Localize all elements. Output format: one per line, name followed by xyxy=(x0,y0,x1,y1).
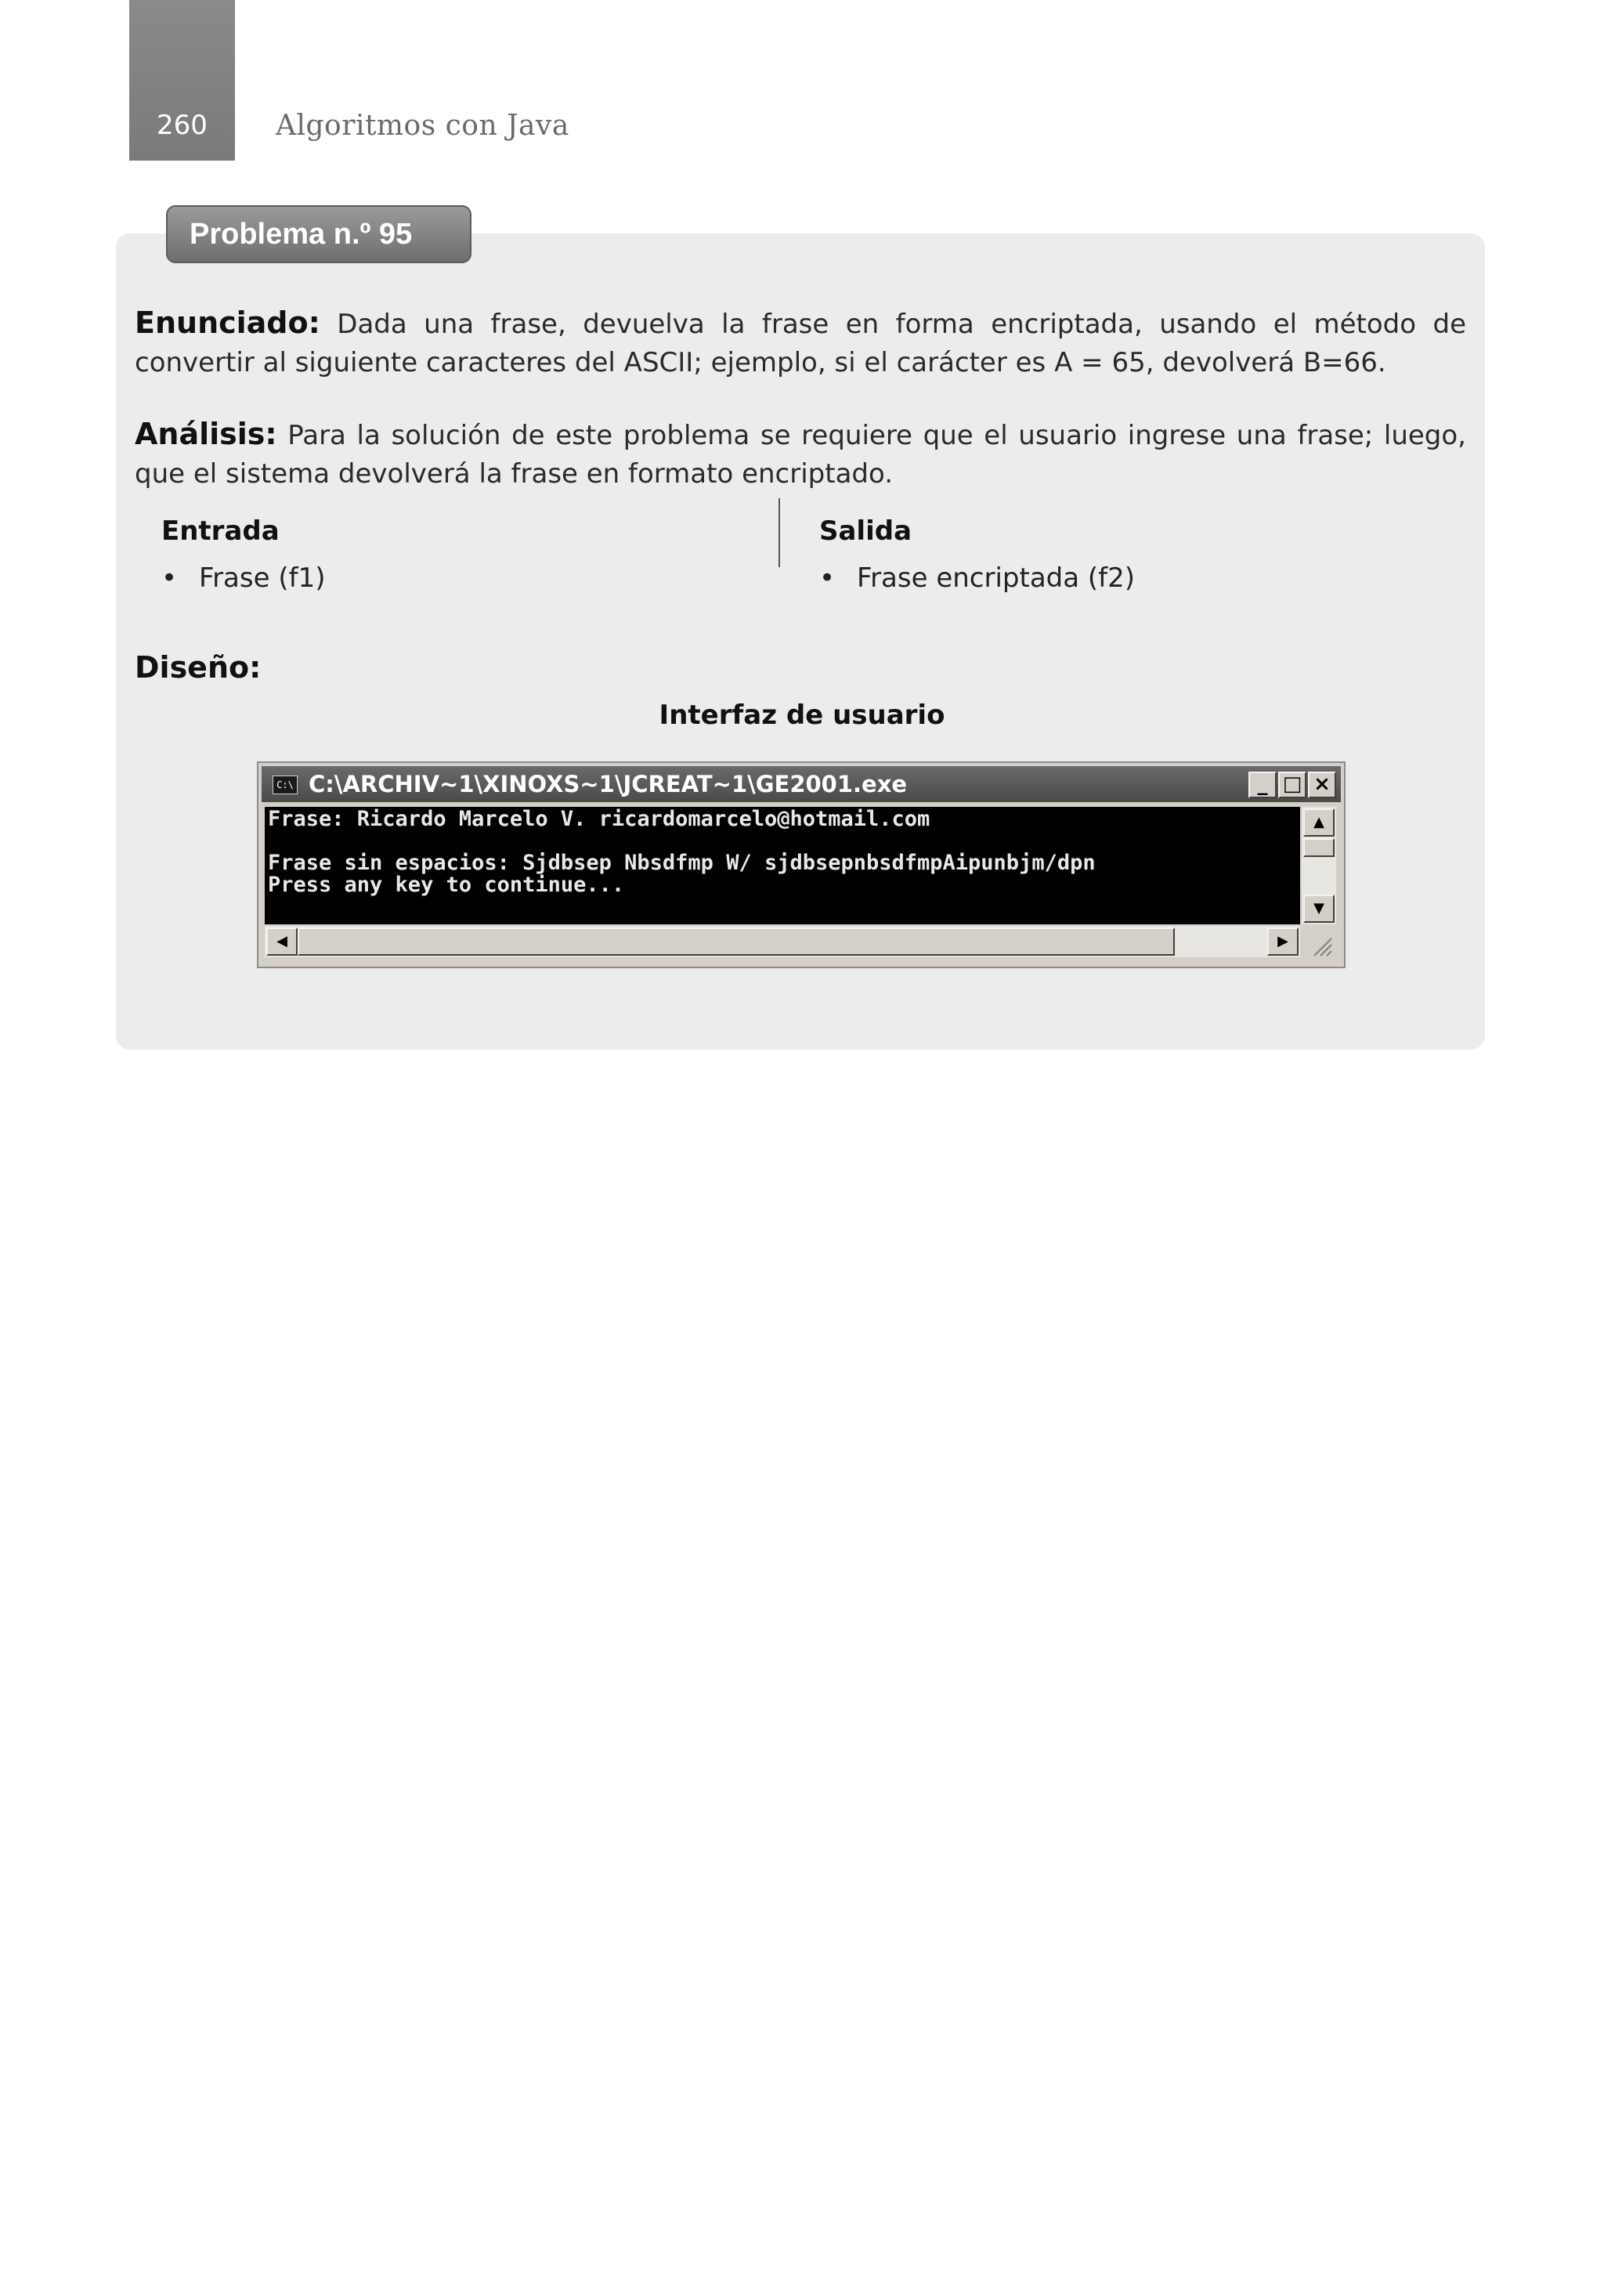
maximize-button[interactable]: □ xyxy=(1278,772,1306,798)
analysis-paragraph xyxy=(135,415,1466,494)
console-line: Frase sin espacios: Sjdbsep Nbsdfmp W/ sjdbsepnbsdfmpAipunbjm/dpn xyxy=(268,851,1096,875)
console-line: Press any key to continue... xyxy=(268,873,625,897)
output-heading: Salida xyxy=(819,515,912,547)
scroll-up-arrow-icon[interactable]: ▲ xyxy=(1303,808,1335,837)
statement-text: Dada una frase, devuelva la frase en forma encriptada, usando el método de convertir al siguiente caracteres del ASCII; ejemplo, si el carácter es A = 65, devolverá B=66. xyxy=(135,309,1467,378)
page-number: 260 xyxy=(157,110,208,141)
ui-caption: Interfaz de usuario xyxy=(659,700,945,731)
io-divider xyxy=(779,498,780,567)
statement-paragraph xyxy=(135,304,1466,382)
console-title: C:\ARCHIV~1\XINOXS~1\JCREAT~1\GE2001.exe xyxy=(309,771,908,797)
output-item-text: Frase encriptada (f2) xyxy=(857,562,1136,594)
input-item-text: Frase (f1) xyxy=(199,562,326,594)
console-output[interactable] xyxy=(265,807,1300,924)
problem-badge: Problema n.º 95 xyxy=(166,205,471,263)
horizontal-scroll-thumb[interactable] xyxy=(298,927,1175,956)
console-window xyxy=(257,761,1346,968)
design-heading: Diseño: xyxy=(135,650,262,685)
resize-grip-icon[interactable] xyxy=(1303,929,1335,957)
input-item xyxy=(161,562,325,594)
bullet-icon: • xyxy=(819,562,836,594)
close-button[interactable]: × xyxy=(1308,772,1336,798)
vertical-scroll-thumb[interactable] xyxy=(1303,838,1335,857)
scroll-down-arrow-icon[interactable]: ▼ xyxy=(1303,895,1335,923)
analysis-label: Análisis: xyxy=(135,417,277,451)
bullet-icon: • xyxy=(161,562,178,594)
horizontal-scrollbar[interactable] xyxy=(265,926,1300,957)
input-heading: Entrada xyxy=(161,515,280,547)
console-icon[interactable]: C:\ xyxy=(273,776,298,794)
output-item xyxy=(819,562,1135,594)
statement-label: Enunciado: xyxy=(135,306,320,340)
vertical-scrollbar[interactable] xyxy=(1302,807,1336,924)
console-line: Frase: Ricardo Marcelo V. ricardomarcelo@hotmail.com xyxy=(268,807,930,831)
scroll-right-arrow-icon[interactable]: ▶ xyxy=(1267,927,1299,956)
minimize-button[interactable]: _ xyxy=(1248,772,1277,798)
scroll-left-arrow-icon[interactable]: ◀ xyxy=(266,927,298,956)
analysis-text: Para la solución de este problema se requiere que el usuario ingrese una frase; luego, que el sistema devolverá la frase en formato encriptado. xyxy=(135,420,1466,490)
running-title: Algoritmos con Java xyxy=(276,110,569,142)
console-titlebar[interactable] xyxy=(262,766,1341,802)
